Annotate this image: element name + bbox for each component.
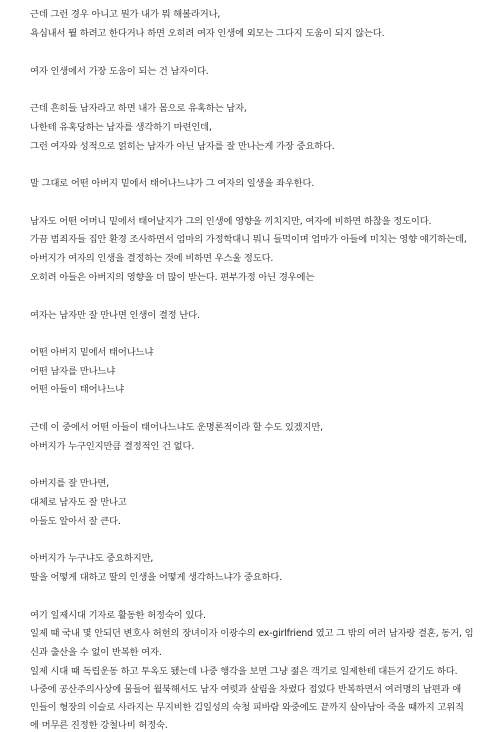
text-line: 에 머무른 진정한 강철나비 허정숙. [30,720,168,731]
text-line: 오히려 아들은 아버지의 영향을 더 많이 받는다. 편부가정 아닌 경우에는 [30,272,315,283]
text-line: 일제 때 국내 몇 안되던 변호사 허헌의 장녀이자 이광수의 ex-girlfriend 였고 그 밖의 여러 남자랑 결혼, 동거, 임 [30,628,474,639]
text-line: 여자 인생에서 가장 도움이 되는 건 남자이다. [30,66,209,77]
text-line: 딸을 어떻게 대하고 딸의 인생을 어떻게 생각하느냐가 중요하다. [30,572,283,583]
text-line: 근데 그런 경우 아니고 뭔가 내가 뭐 해볼라거나, [30,9,221,20]
text-line: 그런 여자와 성적으로 얽히는 남자가 아닌 남자를 잘 만나는게 가장 중요하다. [30,141,335,152]
text-line: 신과 출산을 수 없이 반복한 여자. [30,647,162,658]
text-line: 일제 시대 때 독립운동 하고 투옥도 됐는데 나중 행각을 보면 그냥 젊은 객기로 일제한테 대든거 같기도 하다. [30,666,458,677]
text-line: 아버지가 누구냐도 중요하지만, [30,553,154,564]
text-line: 여기 일제시대 기자로 활동한 허정숙이 있다. [30,610,206,621]
text-line: 아버지를 잘 만나면, [30,478,110,489]
text-line: 아버지가 여자의 인생을 결정하는 것에 비하면 우스울 정도다. [30,253,274,264]
text-line: 대체로 남자도 잘 만나고 [30,497,127,508]
text-line: 어떤 남자를 만나느냐 [30,366,116,377]
text-line: 가끔 범죄자들 집안 환경 조사하면서 엄마의 가정학대니 뭐니 들먹이며 엄마가 아들에 미치는 영향 얘기하는데, [30,234,467,245]
text-line: 어떤 아버지 밑에서 태어나느냐 [30,347,154,358]
text-line: 어떤 아들이 태어나느냐 [30,384,124,395]
text-line: 근데 이 중에서 어떤 아들이 태어나느냐도 운명론적이라 할 수도 있겠지만, [30,422,323,433]
text-line: 욕심내서 뭘 하려고 한다거나 하면 오히려 여자 인생에 외모는 그다지 도움이 되지 않는다. [30,28,385,39]
text-line: 아버지가 누구인지만큼 결정적인 건 없다. [30,441,195,452]
text-line: 근데 흔히들 남자라고 하면 내가 몸으로 유혹하는 남자, [30,103,247,114]
text-line: 인들이 형장의 이슬로 사라지는 무지비한 김일성의 숙청 피바람 와중에도 끝까지 살아남아 죽을 때까지 고위직 [30,702,464,713]
text-line: 말 그대로 어떤 아버지 밑에서 태어나느냐가 그 여자의 일생을 좌우한다. [30,178,315,189]
text-line: 여자는 남자만 잘 만나면 인생이 결정 난다. [30,310,200,321]
text-line: 아들도 알아서 잘 큰다. [30,516,121,527]
text-line: 나한테 유혹당하는 남자를 생각하기 마련인데, [30,122,212,133]
text-line: 남자도 어떤 어머니 밑에서 태어날지가 그의 인생에 영향을 끼치지만, 여자에 비하면 하찮을 정도이다. [30,216,432,227]
text-line: 나중에 공산주의사상에 물들어 월북해서도 남자 여럿과 살림을 차렸다 접었다 반복하면서 여러명의 남편과 애 [30,684,462,695]
